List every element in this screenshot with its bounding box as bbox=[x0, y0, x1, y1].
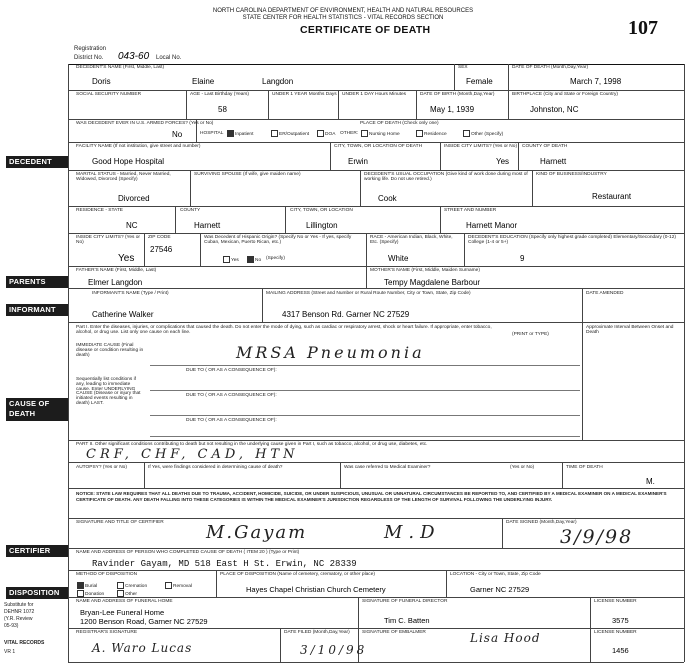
certifier-signature-label: SIGNATURE AND TITLE OF CERTIFIER bbox=[76, 520, 164, 525]
date-signed-label: DATE SIGNED (Month,Day,Year) bbox=[506, 520, 577, 525]
time-of-death-label: TIME OF DEATH bbox=[566, 465, 603, 470]
medical-examiner-notice: NOTICE: STATE LAW REQUIRES THAT ALL DEATHS DUE TO TRAUMA, ACCIDENT, HOMICIDE, SUICIDE, OR UNDER SUSPICIOUS, UNUSUAL OR UNNATURAL CIRCUMSTANCES BE REPORTED TO, AND CERTIFIED BY A MEDICAL EXAMINER ON A MEDICAL EXAMINER'S CERTIFICATE OF DEATH. ANY DEATH FALLING INTO THESE CATEGORIES IS WITHIN THE MEDICAL EXAMINER'S JURISDICTION REGARDLESS OF THE LENGTH OF SURVIVAL FOLLOWING THE UNDERLYING INJURY. bbox=[76, 491, 667, 502]
county-of-death-label: COUNTY OF DEATH bbox=[522, 144, 568, 149]
due-to-label-2: DUE TO ( OR AS A CONSEQUENCE OF): bbox=[186, 393, 277, 398]
hispanic-origin-label: Was Decedent of Hispanic Origin? (Specify No or Yes - If yes, specify Cuban, Mexican, Puerto Rican, etc.) bbox=[204, 235, 352, 245]
burial-checkbox[interactable] bbox=[76, 582, 97, 590]
funeral-director-label: SIGNATURE OF FUNERAL DIRECTOR bbox=[362, 599, 448, 604]
date-of-birth-label: DATE OF BIRTH (Month,Day,Year) bbox=[420, 92, 495, 97]
funeral-home-label: NAME AND ADDRESS OF FUNERAL HOME bbox=[76, 599, 173, 604]
part-two-instructions: PART II. Other significant conditions contributing to death but not resulting in the underlying cause given in Part I, such as tobacco, alcohol, or drug use, diabetes, etc. bbox=[76, 442, 428, 447]
immediate-cause-value: MRSA Pneumonia bbox=[236, 343, 425, 362]
ssn-label: SOCIAL SECURITY NUMBER bbox=[76, 92, 142, 97]
funeral-home-address: 1200 Benson Road, Garner NC 27529 bbox=[80, 617, 208, 626]
certifier-title: M.D bbox=[384, 522, 441, 543]
autopsy-findings-label: If Yes, were findings considered in determining cause of death? bbox=[148, 465, 283, 470]
date-of-birth-value: May 1, 1939 bbox=[430, 105, 475, 114]
date-amended-label: DATE AMENDED bbox=[586, 291, 624, 296]
marital-status-label: MARITAL STATUS - Married, Never Married, Widowed, Divorced (Specify) bbox=[76, 172, 171, 182]
zip-code-value: 27546 bbox=[150, 245, 173, 254]
immediate-cause-label: IMMEDIATE CAUSE (Final disease or condition resulting in death) bbox=[76, 343, 144, 358]
embalmer-signature: Lisa Hood bbox=[470, 631, 541, 645]
hispanic-specify-label: (Specify) bbox=[266, 256, 285, 261]
hispanic-yes-checkbox[interactable] bbox=[222, 256, 239, 264]
street-label: STREET AND NUMBER bbox=[444, 208, 497, 213]
hispanic-yes-label: Yes bbox=[231, 257, 239, 263]
mother-name-value: Tempy Magdalene Barbour bbox=[384, 278, 481, 287]
interval-label: Approximate Interval Between Onset and Death bbox=[586, 325, 674, 335]
removal-checkbox[interactable] bbox=[164, 582, 192, 590]
other-disposition-label: Other bbox=[125, 591, 137, 597]
mother-name-label: MOTHER'S NAME (First, Middle, Maiden Surname) bbox=[370, 268, 480, 273]
side-note: DEHNR 1072 bbox=[4, 609, 35, 615]
side-note: Substitute for bbox=[4, 602, 34, 608]
date-filed-label: DATE FILED (Month,Day,Year) bbox=[284, 630, 350, 635]
sequential-conditions-label: Sequentially list conditions if any, leading to immediate cause. Enter UNDERLYING CAUSE (Disease or injury that initiated events resulting in death) LAST. bbox=[76, 377, 141, 406]
autopsy-label: AUTOPSY? (Yes or No) bbox=[76, 465, 127, 470]
place-of-disposition-label: PLACE OF DISPOSITION (Name of cemetery, crematory, or other place) bbox=[220, 572, 375, 577]
medical-examiner-label: Was case referred to Medical Examiner? bbox=[344, 465, 431, 470]
mailing-address-label: MAILING ADDRESS (Street and Number or Rural Route Number, City or Town, State, Zip Code) bbox=[266, 291, 471, 296]
business-label: KIND OF BUSINESS/INDUSTRY bbox=[536, 172, 607, 177]
due-to-label-1: DUE TO ( OR AS A CONSEQUENCE OF): bbox=[186, 368, 277, 373]
section-cause-of-death: CAUSE OF DEATH bbox=[6, 398, 69, 421]
section-certifier: CERTIFIER bbox=[6, 545, 69, 557]
facility-value: Good Hope Hospital bbox=[92, 157, 165, 166]
due-to-label-3: DUE TO ( OR AS A CONSEQUENCE OF): bbox=[186, 418, 277, 423]
cremation-label: Cremation bbox=[125, 583, 148, 589]
embalmer-license-value: 1456 bbox=[612, 646, 629, 655]
education-label: DECEDENT'S EDUCATION (Specify only highest grade completed) Elementary/Secondary (0-12) College (1-4 or 5+) bbox=[468, 235, 676, 245]
hospital-label: HOSPITAL bbox=[200, 131, 224, 136]
medical-examiner-yes-no: (Yes or No) bbox=[510, 465, 535, 470]
inpatient-checkbox[interactable] bbox=[226, 130, 253, 138]
inside-city-limits-value: Yes bbox=[496, 157, 510, 166]
section-decedent: DECEDENT bbox=[6, 156, 69, 168]
education-value: 9 bbox=[520, 254, 525, 263]
age-label: AGE - Last Birthday (Years) bbox=[190, 92, 250, 97]
side-note: VITAL RECORDS bbox=[4, 640, 45, 646]
residence-checkbox[interactable] bbox=[415, 130, 447, 138]
completer-value: Ravinder Gayam, MD 518 East H St. Erwin, NC 28339 bbox=[92, 559, 357, 569]
removal-label: Removal bbox=[173, 583, 192, 589]
hispanic-no-checkbox[interactable] bbox=[246, 256, 261, 264]
part-one-instructions: Part I. Enter the diseases, injuries, or complications that caused the death. Do not enter the mode of dying, such as cardiac or respiratory arrest, shock or heart failure. If appropriate, enter tobacco, alcohol, or drug use. List only one cause on each line. bbox=[76, 325, 492, 335]
race-label: RACE - American Indian, Black, White, Etc. (Specify) bbox=[370, 235, 453, 245]
father-name-label: FATHER'S NAME (First, Middle, Last) bbox=[76, 268, 157, 273]
date-of-death-value: March 7, 1998 bbox=[570, 77, 622, 86]
doa-checkbox[interactable] bbox=[316, 130, 335, 138]
other-specify-label: Other (Specify) bbox=[471, 131, 504, 137]
funeral-license-label: LICENSE NUMBER bbox=[594, 599, 637, 604]
residence-county-value: Harnett bbox=[194, 221, 221, 230]
part-two-value: CRF, CHF, CAD, HTN bbox=[86, 447, 299, 462]
er-checkbox[interactable] bbox=[270, 130, 309, 138]
side-note: (Y.R. Review bbox=[4, 616, 33, 622]
district-value: 043-60 bbox=[118, 51, 150, 62]
father-name-value: Elmer Langdon bbox=[88, 278, 143, 287]
county-of-death-value: Harnett bbox=[540, 157, 567, 166]
donation-checkbox[interactable] bbox=[76, 590, 104, 598]
side-note: 05-93) bbox=[4, 623, 19, 629]
funeral-license-value: 3575 bbox=[612, 616, 629, 625]
print-or-type-label: (PRINT or TYPE) bbox=[512, 332, 549, 337]
age-value: 58 bbox=[218, 105, 227, 114]
city-of-death-value: Erwin bbox=[348, 157, 369, 166]
method-of-disposition-label: METHOD OF DISPOSITION bbox=[76, 572, 138, 577]
race-value: White bbox=[388, 254, 409, 263]
side-note: VR 1 bbox=[4, 649, 16, 655]
mailing-address-value: 4317 Benson Rd. Garner NC 27529 bbox=[282, 310, 410, 319]
donation-label: Donation bbox=[85, 591, 105, 597]
marital-status-value: Divorced bbox=[118, 194, 150, 203]
district-label: District No. bbox=[74, 55, 104, 61]
place-of-death-label: PLACE OF DEATH (Check only one) bbox=[360, 121, 439, 126]
decedent-middle-name: Elaine bbox=[192, 77, 215, 86]
residence-inside-limits-label: INSIDE CITY LIMITS? (Yes or No) bbox=[76, 235, 140, 245]
residence-state-label: RESIDENCE - STATE bbox=[76, 208, 123, 213]
registrar-signature: A. Waro Lucas bbox=[92, 641, 193, 655]
document-title: CERTIFICATE OF DEATH bbox=[300, 24, 431, 36]
other-place-label: OTHER: bbox=[340, 131, 359, 136]
occupation-value: Cook bbox=[378, 194, 397, 203]
under-one-year-label: UNDER 1 YEAR Months Days bbox=[272, 92, 337, 97]
under-one-day-label: UNDER 1 DAY Hours Minutes bbox=[342, 92, 407, 97]
funeral-home-name: Bryan-Lee Funeral Home bbox=[80, 608, 165, 617]
section-disposition: DISPOSITION bbox=[6, 587, 69, 599]
facility-label: FACILITY NAME (If not institution, give street and number) bbox=[76, 144, 201, 149]
birthplace-value: Johnston, NC bbox=[530, 105, 579, 114]
doa-label: DOA bbox=[325, 131, 336, 137]
residence-city-label: CITY, TOWN, OR LOCATION bbox=[290, 208, 353, 213]
cremation-checkbox[interactable] bbox=[116, 582, 147, 590]
zip-code-label: ZIP CODE bbox=[148, 235, 171, 240]
inpatient-label: Inpatient bbox=[235, 131, 254, 137]
residence-county-label: COUNTY bbox=[180, 208, 201, 213]
residence-city-value: Lillington bbox=[306, 221, 338, 230]
disposition-location-label: LOCATION - City or Town, State, Zip Code bbox=[450, 572, 541, 577]
agency-section: STATE CENTER FOR HEALTH STATISTICS - VITAL RECORDS SECTION bbox=[242, 15, 444, 21]
nursing-home-checkbox[interactable] bbox=[360, 130, 400, 138]
sex-label: SEX bbox=[458, 65, 468, 70]
birthplace-label: BIRTHPLACE (City and State or Foreign Country) bbox=[512, 92, 619, 97]
section-parents: PARENTS bbox=[6, 276, 69, 288]
city-of-death-label: CITY, TOWN, OR LOCATION OF DEATH bbox=[334, 144, 423, 149]
street-value: Harnett Manor bbox=[466, 221, 518, 230]
date-filed-value: 3/10/98 bbox=[300, 643, 368, 657]
surviving-spouse-label: SURVIVING SPOUSE (If wife, give maiden name) bbox=[194, 172, 301, 177]
residence-inside-limits-value: Yes bbox=[118, 253, 135, 264]
inside-city-limits-label: INSIDE CITY LIMITS? (Yes or No) bbox=[444, 144, 518, 149]
disposition-location-value: Garner NC 27529 bbox=[470, 585, 530, 594]
hispanic-no-label: No bbox=[255, 257, 262, 263]
armed-forces-value: No bbox=[172, 130, 183, 139]
certifier-signature: M.Gayam bbox=[206, 522, 308, 543]
residence-state-value: NC bbox=[126, 221, 138, 230]
decedent-name-label: DECEDENT'S NAME (First, Middle, Last) bbox=[76, 65, 165, 70]
nursing-home-label: Nursing Home bbox=[369, 131, 400, 137]
burial-label: Burial bbox=[85, 583, 98, 589]
place-of-disposition-value: Hayes Chapel Christian Church Cemetery bbox=[246, 585, 386, 594]
armed-forces-label: WAS DECEDENT EVER IN U.S. ARMED FORCES? (Yes or No) bbox=[76, 121, 214, 126]
other-specify-checkbox[interactable] bbox=[462, 130, 503, 138]
embalmer-signature-label: SIGNATURE OF EMBALMER bbox=[362, 630, 426, 635]
local-label: Local No. bbox=[156, 55, 182, 61]
residence-label: Residence bbox=[424, 131, 447, 137]
sex-value: Female bbox=[466, 77, 493, 86]
decedent-last-name: Langdon bbox=[262, 77, 294, 86]
registration-label: Registration bbox=[74, 46, 107, 52]
business-value: Restaurant bbox=[592, 192, 632, 201]
other-disposition-checkbox[interactable] bbox=[116, 590, 137, 598]
er-label: ER/Outpatient bbox=[279, 131, 310, 137]
date-of-death-label: DATE OF DEATH (Month,Day,Year) bbox=[512, 65, 589, 70]
embalmer-license-label: LICENSE NUMBER bbox=[594, 630, 637, 635]
informant-name-value: Catherine Walker bbox=[92, 310, 154, 319]
decedent-first-name: Doris bbox=[92, 77, 111, 86]
agency-name: NORTH CAROLINA DEPARTMENT OF ENVIRONMENT, HEALTH AND NATURAL RESOURCES bbox=[212, 8, 474, 14]
section-informant: INFORMANT bbox=[6, 304, 69, 316]
registrar-signature-label: REGISTRAR'S SIGNATURE bbox=[76, 630, 138, 635]
informant-name-label: INFORMANT'S NAME (Type / Print) bbox=[92, 291, 169, 296]
time-of-death-value: M. bbox=[646, 477, 655, 486]
occupation-label: DECEDENT'S USUAL OCCUPATION (Give kind of work done during most of working life. Do not use retired.) bbox=[364, 172, 528, 182]
completer-label: NAME AND ADDRESS OF PERSON WHO COMPLETED CAUSE OF DEATH ( ITEM 20 ) (Type or Print) bbox=[76, 550, 300, 555]
funeral-director-value: Tim C. Batten bbox=[384, 616, 430, 625]
date-signed-value: 3/9/98 bbox=[560, 526, 634, 548]
certificate-number: 107 bbox=[628, 17, 658, 39]
